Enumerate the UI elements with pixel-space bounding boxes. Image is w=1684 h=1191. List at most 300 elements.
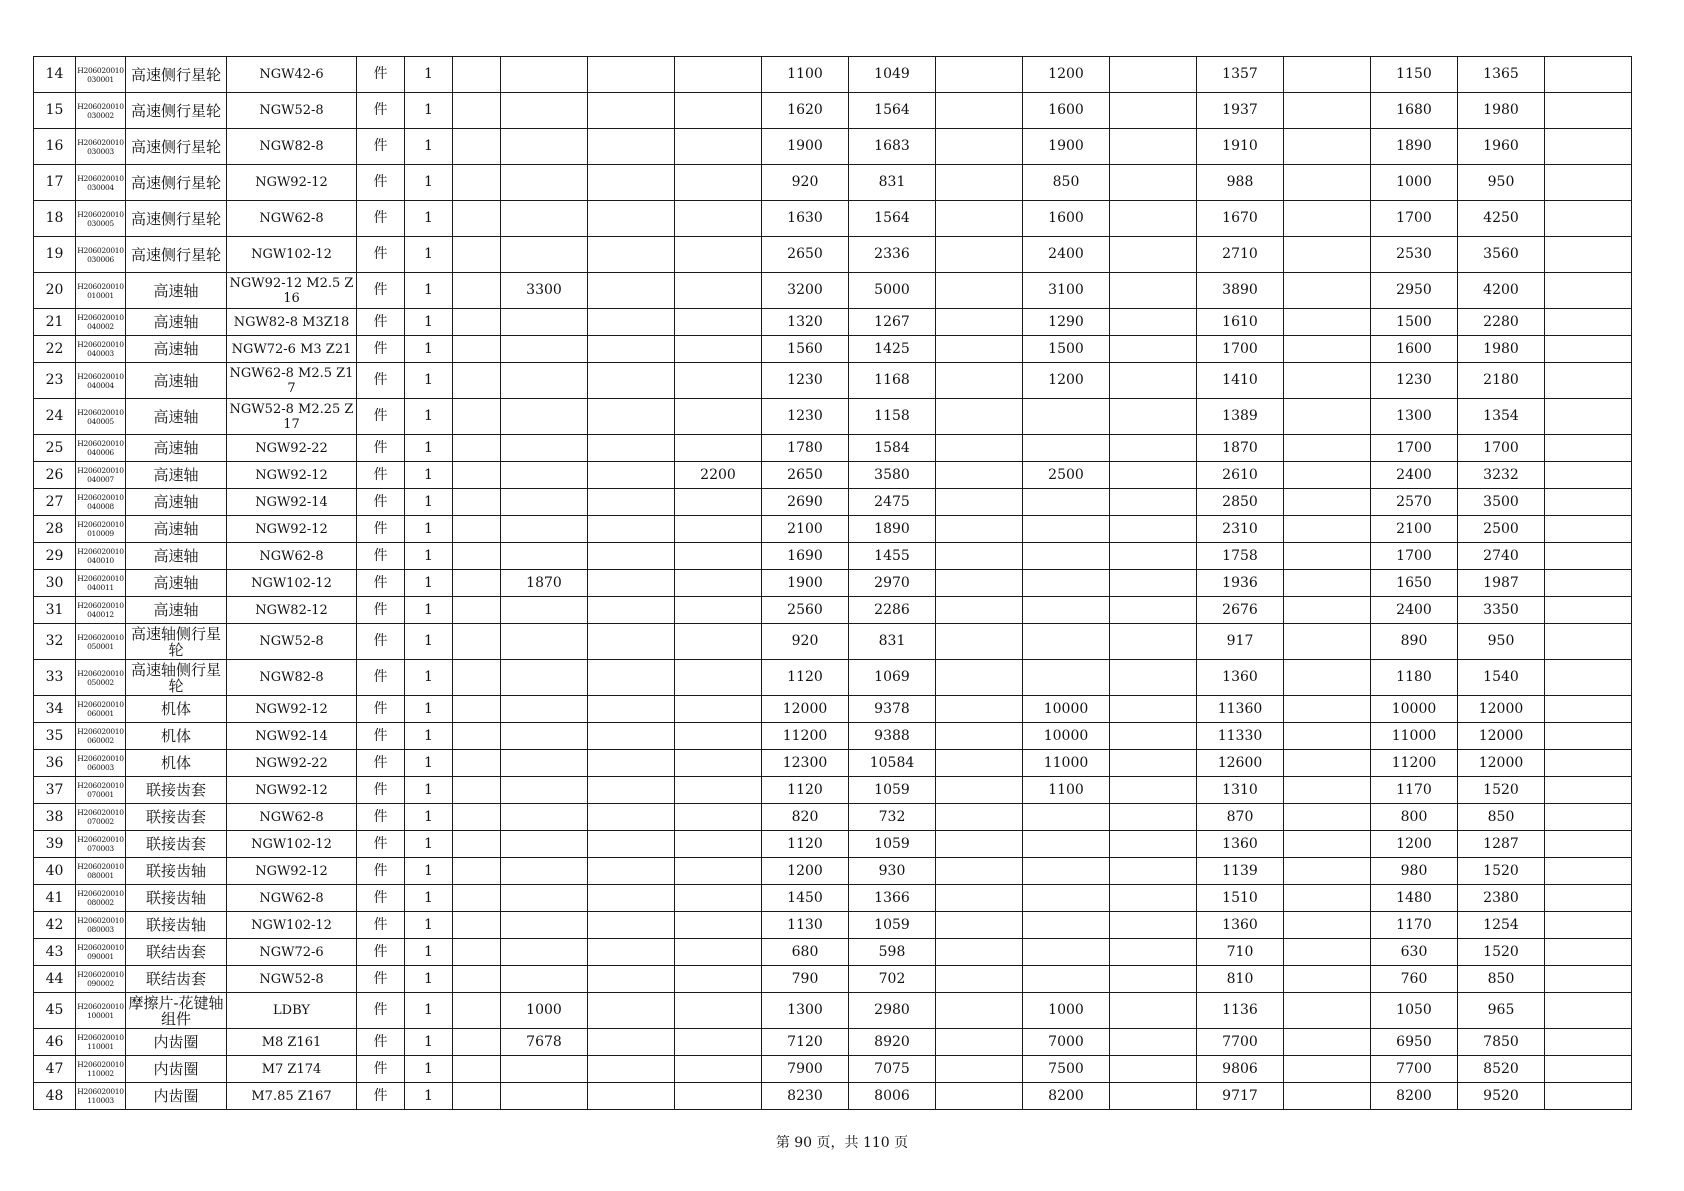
price-cell bbox=[936, 1056, 1023, 1083]
price-cell bbox=[1284, 309, 1371, 336]
price-cell bbox=[1284, 831, 1371, 858]
price-cell bbox=[501, 399, 588, 435]
price-cell bbox=[588, 363, 675, 399]
spec-cell: M8 Z161 bbox=[227, 1029, 357, 1056]
unit-cell: 件 bbox=[357, 696, 405, 723]
price-cell bbox=[675, 939, 762, 966]
row-number-cell: 36 bbox=[34, 750, 76, 777]
price-cell: 1620 bbox=[762, 93, 849, 129]
price-cell: 11360 bbox=[1197, 696, 1284, 723]
table-row bbox=[34, 597, 1632, 624]
price-cell bbox=[675, 858, 762, 885]
material-code-cell: H206020010030001 bbox=[76, 57, 126, 93]
price-cell: 950 bbox=[1458, 624, 1545, 660]
unit-cell: 件 bbox=[357, 939, 405, 966]
price-cell: 11200 bbox=[1371, 750, 1458, 777]
spec-cell: NGW92-12 M2.5 Z16 bbox=[227, 273, 357, 309]
spec-cell: M7 Z174 bbox=[227, 1056, 357, 1083]
price-cell bbox=[1110, 201, 1197, 237]
unit-cell: 件 bbox=[357, 543, 405, 570]
price-cell: 10000 bbox=[1371, 696, 1458, 723]
item-name-cell: 内齿圈 bbox=[126, 1083, 227, 1110]
spec-cell: M7.85 Z167 bbox=[227, 1083, 357, 1110]
material-code-cell: H206020010040002 bbox=[76, 309, 126, 336]
price-cell bbox=[588, 804, 675, 831]
price-cell: 2676 bbox=[1197, 597, 1284, 624]
price-cell bbox=[588, 1083, 675, 1110]
quantity-cell: 1 bbox=[405, 912, 453, 939]
price-cell bbox=[675, 804, 762, 831]
price-cell bbox=[936, 165, 1023, 201]
price-cell: 680 bbox=[762, 939, 849, 966]
price-cell: 7700 bbox=[1371, 1056, 1458, 1083]
price-cell bbox=[675, 1056, 762, 1083]
price-cell bbox=[453, 723, 501, 750]
price-cell bbox=[453, 165, 501, 201]
price-cell: 1120 bbox=[762, 831, 849, 858]
price-cell bbox=[453, 93, 501, 129]
price-cell: 1130 bbox=[762, 912, 849, 939]
table-row bbox=[34, 939, 1632, 966]
price-cell bbox=[936, 201, 1023, 237]
price-cell bbox=[1284, 1029, 1371, 1056]
row-number-cell: 32 bbox=[34, 624, 76, 660]
row-number-cell: 30 bbox=[34, 570, 76, 597]
price-cell bbox=[453, 462, 501, 489]
unit-cell: 件 bbox=[357, 399, 405, 435]
item-name-cell: 机体 bbox=[126, 750, 227, 777]
price-cell bbox=[1545, 777, 1632, 804]
item-name-cell: 联结齿套 bbox=[126, 966, 227, 993]
price-cell bbox=[1284, 363, 1371, 399]
price-cell: 5000 bbox=[849, 273, 936, 309]
price-cell: 920 bbox=[762, 624, 849, 660]
price-cell bbox=[453, 912, 501, 939]
price-cell bbox=[588, 831, 675, 858]
row-number-cell: 39 bbox=[34, 831, 76, 858]
price-cell: 1937 bbox=[1197, 93, 1284, 129]
price-cell: 3300 bbox=[501, 273, 588, 309]
quantity-cell: 1 bbox=[405, 435, 453, 462]
price-cell bbox=[453, 57, 501, 93]
price-cell bbox=[1545, 336, 1632, 363]
quantity-cell: 1 bbox=[405, 570, 453, 597]
price-cell bbox=[1545, 750, 1632, 777]
price-cell bbox=[1545, 660, 1632, 696]
unit-cell: 件 bbox=[357, 723, 405, 750]
unit-cell: 件 bbox=[357, 309, 405, 336]
price-cell: 702 bbox=[849, 966, 936, 993]
price-cell: 1910 bbox=[1197, 129, 1284, 165]
price-cell: 10000 bbox=[1023, 723, 1110, 750]
material-code-cell: H206020010030006 bbox=[76, 237, 126, 273]
unit-cell: 件 bbox=[357, 201, 405, 237]
price-cell bbox=[1284, 570, 1371, 597]
price-cell: 1425 bbox=[849, 336, 936, 363]
price-cell bbox=[1545, 435, 1632, 462]
row-number-cell: 47 bbox=[34, 1056, 76, 1083]
row-number-cell: 33 bbox=[34, 660, 76, 696]
unit-cell: 件 bbox=[357, 624, 405, 660]
table-row bbox=[34, 309, 1632, 336]
price-cell bbox=[1023, 660, 1110, 696]
price-cell bbox=[1545, 1056, 1632, 1083]
price-cell bbox=[453, 336, 501, 363]
quantity-cell: 1 bbox=[405, 804, 453, 831]
row-number-cell: 44 bbox=[34, 966, 76, 993]
price-cell: 1980 bbox=[1458, 336, 1545, 363]
price-cell bbox=[936, 129, 1023, 165]
quantity-cell: 1 bbox=[405, 237, 453, 273]
price-cell: 11000 bbox=[1023, 750, 1110, 777]
price-cell: 11330 bbox=[1197, 723, 1284, 750]
material-code-cell: H206020010030005 bbox=[76, 201, 126, 237]
quantity-cell: 1 bbox=[405, 201, 453, 237]
price-cell: 1170 bbox=[1371, 777, 1458, 804]
price-cell: 8200 bbox=[1371, 1083, 1458, 1110]
unit-cell: 件 bbox=[357, 273, 405, 309]
price-cell: 2740 bbox=[1458, 543, 1545, 570]
price-cell bbox=[588, 309, 675, 336]
price-cell bbox=[588, 462, 675, 489]
row-number-cell: 28 bbox=[34, 516, 76, 543]
material-code-cell: H206020010110001 bbox=[76, 1029, 126, 1056]
price-cell: 870 bbox=[1197, 804, 1284, 831]
price-cell bbox=[1284, 912, 1371, 939]
unit-cell: 件 bbox=[357, 1029, 405, 1056]
price-cell bbox=[1023, 435, 1110, 462]
item-name-cell: 机体 bbox=[126, 696, 227, 723]
table-row bbox=[34, 777, 1632, 804]
price-cell: 850 bbox=[1458, 804, 1545, 831]
price-cell bbox=[675, 201, 762, 237]
table-row bbox=[34, 165, 1632, 201]
unit-cell: 件 bbox=[357, 804, 405, 831]
price-cell bbox=[501, 777, 588, 804]
price-cell bbox=[675, 399, 762, 435]
spec-cell: NGW82-8 M3Z18 bbox=[227, 309, 357, 336]
price-cell bbox=[588, 237, 675, 273]
price-cell bbox=[1110, 309, 1197, 336]
table-row bbox=[34, 201, 1632, 237]
price-cell bbox=[588, 993, 675, 1029]
price-cell bbox=[501, 624, 588, 660]
item-name-cell: 高速轴 bbox=[126, 516, 227, 543]
price-cell bbox=[453, 777, 501, 804]
price-cell bbox=[453, 1029, 501, 1056]
spec-cell: NGW82-8 bbox=[227, 129, 357, 165]
price-cell bbox=[453, 201, 501, 237]
price-cell bbox=[936, 399, 1023, 435]
table-row bbox=[34, 912, 1632, 939]
price-cell: 1600 bbox=[1371, 336, 1458, 363]
price-cell: 1700 bbox=[1371, 435, 1458, 462]
price-cell bbox=[1545, 237, 1632, 273]
price-cell: 2400 bbox=[1371, 597, 1458, 624]
price-cell bbox=[588, 1029, 675, 1056]
price-cell: 4250 bbox=[1458, 201, 1545, 237]
price-cell bbox=[936, 93, 1023, 129]
price-cell: 1180 bbox=[1371, 660, 1458, 696]
price-cell: 2610 bbox=[1197, 462, 1284, 489]
price-cell bbox=[501, 885, 588, 912]
price-cell bbox=[675, 777, 762, 804]
price-cell: 1168 bbox=[849, 363, 936, 399]
price-cell: 2500 bbox=[1458, 516, 1545, 543]
row-number-cell: 26 bbox=[34, 462, 76, 489]
price-cell: 2850 bbox=[1197, 489, 1284, 516]
price-cell bbox=[675, 993, 762, 1029]
price-cell: 1100 bbox=[762, 57, 849, 93]
price-cell bbox=[588, 336, 675, 363]
price-cell: 1936 bbox=[1197, 570, 1284, 597]
price-cell bbox=[588, 660, 675, 696]
price-cell: 920 bbox=[762, 165, 849, 201]
price-cell bbox=[936, 597, 1023, 624]
price-cell: 1357 bbox=[1197, 57, 1284, 93]
price-cell: 598 bbox=[849, 939, 936, 966]
price-cell bbox=[453, 624, 501, 660]
material-code-cell: H206020010030003 bbox=[76, 129, 126, 165]
row-number-cell: 38 bbox=[34, 804, 76, 831]
price-cell: 1410 bbox=[1197, 363, 1284, 399]
price-cell bbox=[588, 93, 675, 129]
item-name-cell: 高速轴 bbox=[126, 597, 227, 624]
price-cell bbox=[453, 1056, 501, 1083]
spec-cell: NGW62-8 bbox=[227, 543, 357, 570]
row-number-cell: 25 bbox=[34, 435, 76, 462]
table-row bbox=[34, 723, 1632, 750]
item-name-cell: 高速侧行星轮 bbox=[126, 201, 227, 237]
table-row bbox=[34, 660, 1632, 696]
price-cell bbox=[936, 1083, 1023, 1110]
price-cell: 11000 bbox=[1371, 723, 1458, 750]
price-cell: 7678 bbox=[501, 1029, 588, 1056]
price-cell bbox=[588, 1056, 675, 1083]
item-name-cell: 高速轴 bbox=[126, 489, 227, 516]
price-cell bbox=[1023, 912, 1110, 939]
price-cell bbox=[675, 831, 762, 858]
price-cell bbox=[1110, 57, 1197, 93]
price-cell bbox=[1023, 885, 1110, 912]
price-cell: 3350 bbox=[1458, 597, 1545, 624]
price-cell bbox=[936, 750, 1023, 777]
price-cell: 1354 bbox=[1458, 399, 1545, 435]
price-cell: 1987 bbox=[1458, 570, 1545, 597]
price-cell bbox=[936, 462, 1023, 489]
price-cell bbox=[1545, 1083, 1632, 1110]
spec-cell: NGW82-8 bbox=[227, 660, 357, 696]
price-cell: 2100 bbox=[762, 516, 849, 543]
table-row bbox=[34, 516, 1632, 543]
item-name-cell: 高速轴 bbox=[126, 435, 227, 462]
price-cell: 1960 bbox=[1458, 129, 1545, 165]
quantity-cell: 1 bbox=[405, 165, 453, 201]
quantity-cell: 1 bbox=[405, 399, 453, 435]
quantity-cell: 1 bbox=[405, 336, 453, 363]
price-cell bbox=[1023, 966, 1110, 993]
material-code-cell: H206020010070003 bbox=[76, 831, 126, 858]
material-code-cell: H206020010040004 bbox=[76, 363, 126, 399]
price-cell: 1560 bbox=[762, 336, 849, 363]
price-cell bbox=[1284, 624, 1371, 660]
unit-cell: 件 bbox=[357, 660, 405, 696]
price-cell bbox=[588, 489, 675, 516]
row-number-cell: 21 bbox=[34, 309, 76, 336]
price-cell: 1310 bbox=[1197, 777, 1284, 804]
price-cell: 8200 bbox=[1023, 1083, 1110, 1110]
price-cell bbox=[1023, 570, 1110, 597]
price-cell bbox=[1284, 858, 1371, 885]
price-cell bbox=[936, 516, 1023, 543]
price-cell: 1059 bbox=[849, 831, 936, 858]
spec-cell: NGW92-12 bbox=[227, 696, 357, 723]
price-cell bbox=[501, 201, 588, 237]
price-cell: 850 bbox=[1023, 165, 1110, 201]
price-cell bbox=[501, 804, 588, 831]
spec-cell: NGW92-12 bbox=[227, 462, 357, 489]
price-cell bbox=[453, 939, 501, 966]
price-cell: 1700 bbox=[1371, 201, 1458, 237]
price-cell bbox=[675, 1029, 762, 1056]
price-cell: 1600 bbox=[1023, 93, 1110, 129]
item-name-cell: 内齿圈 bbox=[126, 1056, 227, 1083]
price-cell bbox=[1110, 399, 1197, 435]
price-cell: 3580 bbox=[849, 462, 936, 489]
row-number-cell: 42 bbox=[34, 912, 76, 939]
price-cell: 850 bbox=[1458, 966, 1545, 993]
price-cell: 2650 bbox=[762, 237, 849, 273]
price-cell: 7120 bbox=[762, 1029, 849, 1056]
price-cell: 1059 bbox=[849, 777, 936, 804]
row-number-cell: 41 bbox=[34, 885, 76, 912]
price-cell bbox=[501, 858, 588, 885]
price-cell bbox=[588, 750, 675, 777]
price-cell bbox=[501, 363, 588, 399]
unit-cell: 件 bbox=[357, 489, 405, 516]
price-cell bbox=[1110, 939, 1197, 966]
material-code-cell: H206020010030004 bbox=[76, 165, 126, 201]
unit-cell: 件 bbox=[357, 1083, 405, 1110]
price-cell bbox=[588, 597, 675, 624]
spec-cell: NGW62-8 bbox=[227, 804, 357, 831]
unit-cell: 件 bbox=[357, 462, 405, 489]
price-cell bbox=[675, 516, 762, 543]
item-name-cell: 高速轴 bbox=[126, 309, 227, 336]
price-cell bbox=[1284, 165, 1371, 201]
quantity-cell: 1 bbox=[405, 462, 453, 489]
material-code-cell: H206020010110002 bbox=[76, 1056, 126, 1083]
price-cell: 9378 bbox=[849, 696, 936, 723]
price-cell bbox=[936, 777, 1023, 804]
price-cell: 2950 bbox=[1371, 273, 1458, 309]
price-cell bbox=[501, 750, 588, 777]
price-cell: 2200 bbox=[675, 462, 762, 489]
row-number-cell: 45 bbox=[34, 993, 76, 1029]
price-cell: 1059 bbox=[849, 912, 936, 939]
price-cell bbox=[1284, 273, 1371, 309]
material-code-cell: H206020010100001 bbox=[76, 993, 126, 1029]
price-cell bbox=[1284, 723, 1371, 750]
price-cell bbox=[588, 165, 675, 201]
price-cell bbox=[1545, 723, 1632, 750]
price-cell bbox=[1110, 804, 1197, 831]
price-cell: 7075 bbox=[849, 1056, 936, 1083]
price-cell bbox=[675, 93, 762, 129]
quantity-cell: 1 bbox=[405, 543, 453, 570]
price-cell bbox=[1284, 750, 1371, 777]
price-cell: 1510 bbox=[1197, 885, 1284, 912]
item-name-cell: 联接齿套 bbox=[126, 777, 227, 804]
price-cell bbox=[1545, 1029, 1632, 1056]
unit-cell: 件 bbox=[357, 363, 405, 399]
price-cell: 760 bbox=[1371, 966, 1458, 993]
spec-cell: NGW62-8 bbox=[227, 201, 357, 237]
table-row bbox=[34, 399, 1632, 435]
row-number-cell: 37 bbox=[34, 777, 76, 804]
price-cell: 2970 bbox=[849, 570, 936, 597]
price-cell bbox=[1545, 804, 1632, 831]
price-cell: 1000 bbox=[1371, 165, 1458, 201]
spec-cell: NGW102-12 bbox=[227, 831, 357, 858]
quantity-cell: 1 bbox=[405, 939, 453, 966]
price-cell: 1980 bbox=[1458, 93, 1545, 129]
price-cell: 1700 bbox=[1197, 336, 1284, 363]
table-row bbox=[34, 336, 1632, 363]
material-code-cell: H206020010010009 bbox=[76, 516, 126, 543]
price-cell bbox=[675, 750, 762, 777]
material-code-cell: H206020010050001 bbox=[76, 624, 126, 660]
row-number-cell: 16 bbox=[34, 129, 76, 165]
material-code-cell: H206020010040011 bbox=[76, 570, 126, 597]
price-cell: 1584 bbox=[849, 435, 936, 462]
row-number-cell: 23 bbox=[34, 363, 76, 399]
price-cell bbox=[1110, 273, 1197, 309]
price-cell: 7850 bbox=[1458, 1029, 1545, 1056]
price-cell bbox=[936, 543, 1023, 570]
price-cell bbox=[453, 489, 501, 516]
material-code-cell: H206020010070002 bbox=[76, 804, 126, 831]
unit-cell: 件 bbox=[357, 57, 405, 93]
price-cell bbox=[453, 543, 501, 570]
price-cell bbox=[501, 1056, 588, 1083]
material-code-cell: H206020010090001 bbox=[76, 939, 126, 966]
price-cell: 2530 bbox=[1371, 237, 1458, 273]
price-cell: 1200 bbox=[1023, 57, 1110, 93]
price-cell: 2286 bbox=[849, 597, 936, 624]
material-code-cell: H206020010060002 bbox=[76, 723, 126, 750]
price-cell: 12000 bbox=[1458, 750, 1545, 777]
price-cell bbox=[1284, 660, 1371, 696]
price-cell bbox=[588, 912, 675, 939]
price-cell bbox=[1545, 858, 1632, 885]
price-cell bbox=[1110, 993, 1197, 1029]
price-cell: 8006 bbox=[849, 1083, 936, 1110]
price-cell: 10000 bbox=[1023, 696, 1110, 723]
price-cell: 1136 bbox=[1197, 993, 1284, 1029]
material-code-cell: H206020010060003 bbox=[76, 750, 126, 777]
price-cell: 1300 bbox=[1371, 399, 1458, 435]
price-cell bbox=[501, 435, 588, 462]
quantity-cell: 1 bbox=[405, 1083, 453, 1110]
price-cell: 2560 bbox=[762, 597, 849, 624]
price-cell bbox=[675, 597, 762, 624]
quantity-cell: 1 bbox=[405, 1029, 453, 1056]
price-cell: 1200 bbox=[762, 858, 849, 885]
price-cell: 1670 bbox=[1197, 201, 1284, 237]
table-row bbox=[34, 750, 1632, 777]
price-cell bbox=[675, 57, 762, 93]
